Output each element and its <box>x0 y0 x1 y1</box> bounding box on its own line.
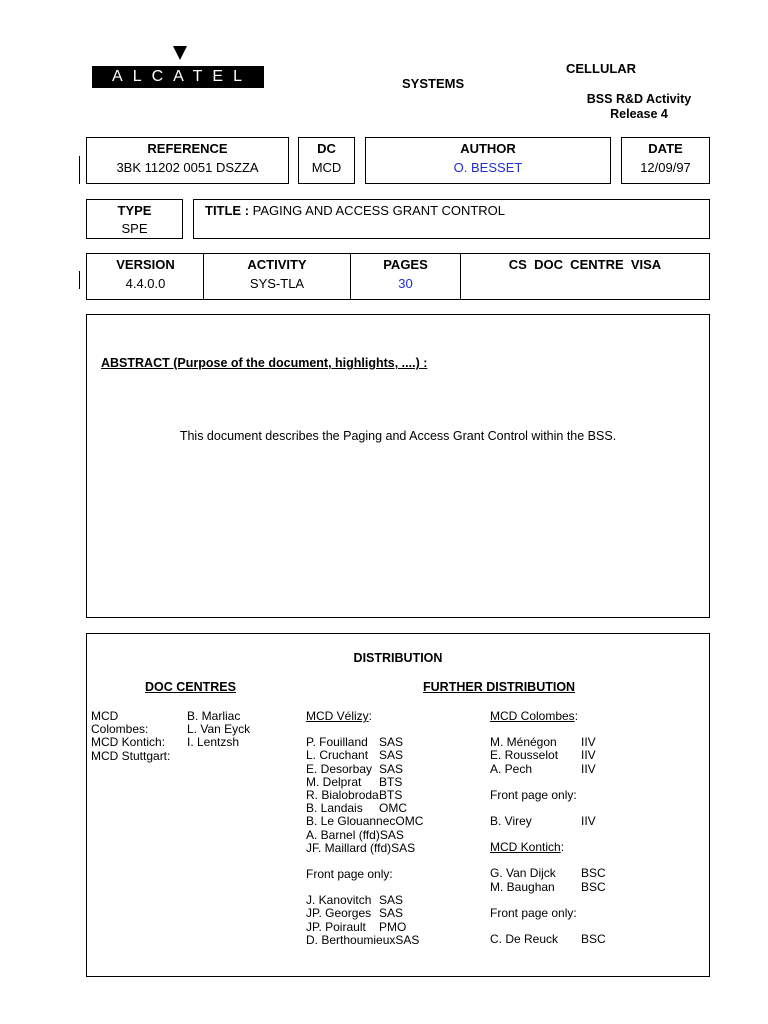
person-org: SAS <box>379 761 404 776</box>
author-value: O. BESSET <box>453 160 523 175</box>
person-name: L. Cruchant <box>306 748 369 763</box>
header-cellular: CELLULAR <box>566 61 637 76</box>
reference-cell <box>86 137 289 184</box>
type-value: SPE <box>121 221 148 236</box>
version-row <box>86 253 710 300</box>
person-name: JP. Georges <box>306 906 372 921</box>
person-name: J. Kanovitch <box>306 893 372 908</box>
person-org: SAS <box>391 840 416 855</box>
version-col <box>87 254 204 291</box>
velizy-front-label: Front page only: <box>306 867 393 882</box>
person-name: M. Delprat <box>306 774 362 789</box>
person-org: SAS <box>379 748 404 763</box>
abstract-box <box>86 314 710 618</box>
abstract-text: This document describes the Paging and Access Grant Control within the BSS. <box>179 429 617 443</box>
pages-col <box>351 254 460 291</box>
person-name: A. Pech <box>490 761 533 776</box>
person-org: BSC <box>581 932 606 947</box>
author-label: AUTHOR <box>460 141 516 156</box>
list-item: MCD Stuttgart: <box>91 748 171 763</box>
person-name: JP. Poirault <box>306 919 366 934</box>
type-label: TYPE <box>117 203 152 218</box>
person-org: SAS <box>379 827 404 842</box>
kontich-heading-line: MCD Kontich: <box>490 840 565 855</box>
person-name: B. Landais <box>306 801 363 816</box>
list-item: Colombes: <box>91 722 149 737</box>
person-name: R. Bialobroda <box>306 788 379 803</box>
velizy-heading-line: MCD Vélizy: <box>306 709 373 723</box>
date-cell <box>621 137 710 184</box>
further-distribution-heading: FURTHER DISTRIBUTION <box>423 680 576 694</box>
date-value: 12/09/97 <box>640 160 691 175</box>
pages-label: PAGES <box>383 257 428 272</box>
list-item: L. Van Eyck <box>187 722 251 737</box>
person-name: C. De Reuck <box>490 932 559 947</box>
version-label: VERSION <box>116 257 175 272</box>
header-systems: SYSTEMS <box>402 76 465 91</box>
doc-centres-sites <box>91 710 170 763</box>
kontich-front-list <box>490 933 690 946</box>
list-item: I. Lentzsh <box>187 735 240 750</box>
pages-value: 30 <box>398 276 413 291</box>
person-name: B. Virey <box>490 814 532 829</box>
dc-label: DC <box>317 141 336 156</box>
person-org: OMC <box>379 801 407 816</box>
activity-label: ACTIVITY <box>247 257 307 272</box>
list-item <box>490 933 690 946</box>
visa-label: CS DOC CENTRE VISA <box>508 257 662 272</box>
colombes-heading: MCD Colombes <box>490 709 575 723</box>
person-name: D. Berthoumieux <box>306 932 396 947</box>
velizy-front-list <box>306 894 476 947</box>
person-org: IIV <box>581 814 596 829</box>
person-name: A. Barnel (ffd) <box>306 827 380 842</box>
type-cell <box>86 199 183 239</box>
visa-col <box>461 254 709 272</box>
person-name: M. Ménégon <box>490 735 557 750</box>
person-name: E. Rousselot <box>490 748 559 763</box>
date-label: DATE <box>648 141 683 156</box>
colombes-front-list <box>490 815 690 828</box>
person-org: SAS <box>395 932 420 947</box>
person-name: G. Van Dijck <box>490 866 556 881</box>
person-org: SAS <box>379 893 404 908</box>
list-item: MCD Kontich: <box>91 735 166 750</box>
kontich-heading: MCD Kontich <box>490 840 561 855</box>
change-bar <box>79 271 80 289</box>
kontich-front-label: Front page only: <box>490 905 577 920</box>
velizy-heading: MCD Vélizy <box>306 709 369 723</box>
dc-cell <box>298 137 355 184</box>
person-org: BTS <box>379 788 403 803</box>
person-org: PMO <box>379 919 407 934</box>
list-item <box>306 921 476 934</box>
person-org: IIV <box>581 735 596 750</box>
list-item: MCD <box>91 709 119 723</box>
person-org: BTS <box>379 774 403 789</box>
alcatel-logo <box>92 44 264 90</box>
person-name: E. Desorbay <box>306 761 373 776</box>
colombes-front-label: Front page only: <box>490 787 577 802</box>
doc-centres-people <box>187 710 250 750</box>
list-item: B. Marliac <box>187 709 241 723</box>
person-name: JF. Maillard (ffd) <box>306 840 392 855</box>
list-item <box>306 842 476 855</box>
reference-label: REFERENCE <box>147 141 228 156</box>
title-label: TITLE : <box>205 203 250 218</box>
person-org: IIV <box>581 761 596 776</box>
title-value: PAGING AND ACCESS GRANT CONTROL <box>252 203 506 218</box>
person-name: B. Le Glouannec <box>306 814 396 829</box>
person-org: IIV <box>581 748 596 763</box>
colombes-list <box>490 736 690 776</box>
distribution-box <box>86 633 710 977</box>
colombes-section <box>490 710 690 946</box>
person-name: M. Baughan <box>490 879 555 894</box>
kontich-list <box>490 867 690 893</box>
list-item <box>490 815 690 828</box>
abstract-heading: ABSTRACT (Purpose of the document, highlights, ....) : <box>101 356 428 370</box>
person-org: BSC <box>581 866 606 881</box>
person-org: BSC <box>581 879 606 894</box>
author-cell <box>365 137 611 184</box>
velizy-section <box>306 710 476 947</box>
person-org: OMC <box>395 814 424 829</box>
colombes-heading-line: MCD Colombes: <box>490 709 579 723</box>
list-item <box>490 763 690 776</box>
title-cell <box>193 199 710 239</box>
title-line <box>205 203 709 218</box>
person-org: SAS <box>379 906 404 921</box>
person-name: P. Fouilland <box>306 735 368 750</box>
version-value: 4.4.0.0 <box>125 276 166 291</box>
activity-value: SYS-TLA <box>249 276 305 291</box>
activity-col <box>204 254 350 291</box>
velizy-list <box>306 736 476 855</box>
person-org: SAS <box>379 735 404 750</box>
doc-centres-heading: DOC CENTRES <box>145 680 236 694</box>
change-bar <box>79 156 80 184</box>
dc-value: MCD <box>311 160 342 175</box>
list-item <box>306 934 476 947</box>
header-release: Release 4 <box>610 107 668 121</box>
distribution-title: DISTRIBUTION <box>353 651 443 665</box>
logo-triangle-icon <box>92 44 264 64</box>
logo-bar: ALCATEL <box>92 66 264 88</box>
header-activity: BSS R&D Activity <box>586 92 692 106</box>
list-item <box>490 881 690 894</box>
reference-value: 3BK 11202 0051 DSZZA <box>116 160 259 175</box>
